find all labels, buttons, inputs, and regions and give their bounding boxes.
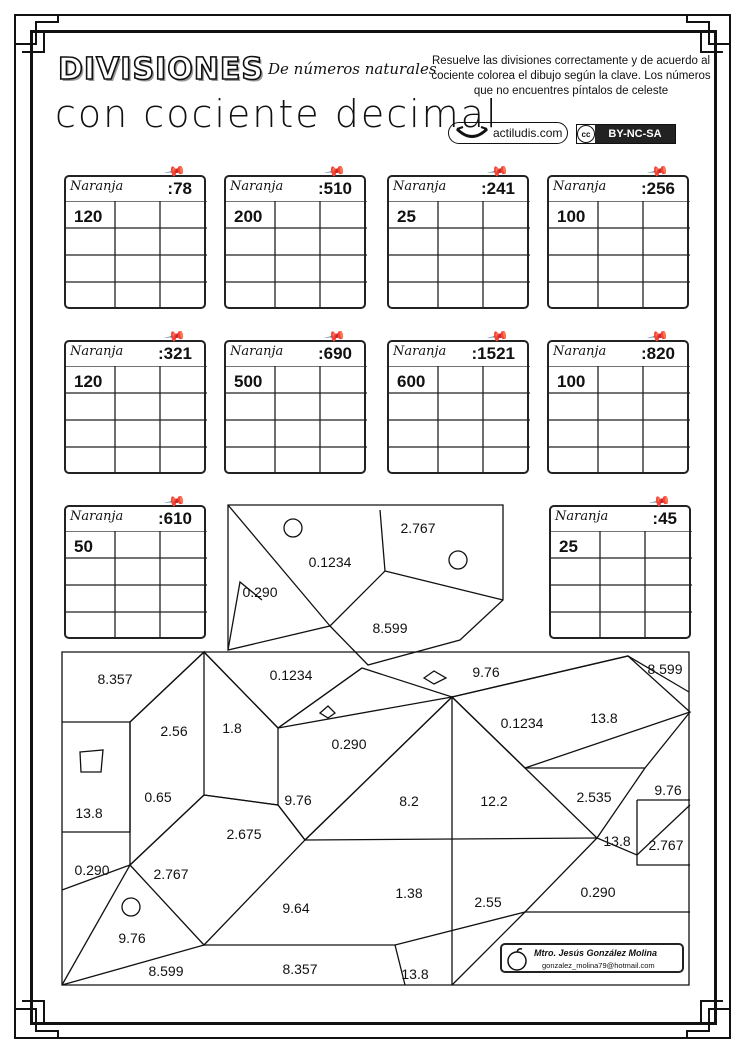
- puzzle-region-label[interactable]: 8.599: [372, 620, 408, 636]
- puzzle-region-label[interactable]: 0.65: [144, 789, 172, 805]
- title-subtitle: De números naturales: [268, 60, 437, 78]
- divisor: :256: [640, 179, 675, 198]
- divisor: :690: [317, 344, 352, 363]
- author-email: gonzalez_molina79@hotmail.com: [542, 961, 655, 970]
- color-label: Naranja: [553, 344, 607, 359]
- divisor: :45: [652, 509, 677, 528]
- puzzle-region-label[interactable]: 0.1234: [500, 715, 544, 731]
- puzzle-region-label[interactable]: 13.8: [75, 805, 103, 821]
- puzzle-region-label[interactable]: 0.290: [331, 736, 367, 752]
- puzzle-region-label[interactable]: 8.599: [647, 661, 683, 677]
- pushpin-icon: 📌: [646, 324, 670, 348]
- puzzle-region-label[interactable]: 0.290: [242, 584, 278, 600]
- puzzle-region-label[interactable]: 9.64: [282, 900, 310, 916]
- color-label: Naranja: [230, 179, 284, 194]
- puzzle-region-label[interactable]: 1.8: [222, 720, 242, 736]
- puzzle-region-label[interactable]: 2.767: [648, 837, 684, 853]
- pushpin-icon: 📌: [646, 159, 670, 183]
- puzzle-region-label[interactable]: 0.1234: [269, 667, 313, 683]
- puzzle-region-label[interactable]: 2.535: [576, 789, 612, 805]
- puzzle-region-label[interactable]: 9.76: [472, 664, 500, 680]
- color-label: Naranja: [70, 509, 124, 524]
- dividend: 500: [234, 372, 263, 391]
- divisor: :820: [640, 344, 675, 363]
- puzzle-outline-bottom: [62, 652, 689, 985]
- dividend: 50: [74, 537, 93, 556]
- puzzle-region-label[interactable]: 9.76: [118, 930, 146, 946]
- color-label: Naranja: [393, 179, 447, 194]
- color-label: Naranja: [553, 179, 607, 194]
- apple-icon: [505, 947, 529, 971]
- title-main: DIVISIONES: [58, 52, 264, 87]
- dividend: 120: [74, 207, 103, 226]
- pushpin-icon: 📌: [323, 324, 347, 348]
- puzzle-region-label[interactable]: 8.2: [399, 793, 419, 809]
- dividend: 200: [234, 207, 263, 226]
- creative-commons-icon: cc: [577, 125, 595, 143]
- title-line-two: con cociente decimal: [55, 92, 499, 136]
- puzzle-region-label[interactable]: 8.357: [282, 961, 318, 977]
- puzzle-region-label[interactable]: 2.55: [474, 894, 502, 910]
- puzzle-region-label[interactable]: 0.1234: [308, 554, 352, 570]
- puzzle-region-label[interactable]: 2.675: [226, 826, 262, 842]
- puzzle-region-label[interactable]: 1.38: [395, 885, 423, 901]
- puzzle-region-label[interactable]: 13.8: [401, 966, 429, 982]
- divisor: :1521: [471, 344, 515, 363]
- color-label: Naranja: [70, 344, 124, 359]
- pushpin-icon: 📌: [323, 159, 347, 183]
- instructions: Resuelve las divisiones correctamente y de acuerdo al cociente colorea el dibujo según la clave. Los números que no encuentres píntalos de celeste: [431, 55, 711, 97]
- puzzle-region-label[interactable]: 0.290: [580, 884, 616, 900]
- author-name: Mtro. Jesús González Molina: [534, 948, 658, 958]
- brand-label: actiludis.com: [493, 126, 563, 140]
- divisor: :241: [480, 179, 515, 198]
- dividend: 25: [397, 207, 416, 226]
- color-label: Naranja: [230, 344, 284, 359]
- color-label: Naranja: [70, 179, 124, 194]
- puzzle-region-label[interactable]: 2.767: [153, 866, 189, 882]
- dividend: 100: [557, 207, 586, 226]
- dividend: 600: [397, 372, 426, 391]
- puzzle-region-label[interactable]: 9.76: [284, 792, 312, 808]
- author-credit: [500, 943, 684, 973]
- puzzle-region-label[interactable]: 12.2: [480, 793, 508, 809]
- puzzle-region-label[interactable]: 2.767: [400, 520, 436, 536]
- dividend: 25: [559, 537, 578, 556]
- puzzle-region-label[interactable]: 13.8: [603, 833, 631, 849]
- puzzle-region-label[interactable]: 2.56: [160, 723, 188, 739]
- puzzle-region-label[interactable]: 9.76: [654, 782, 682, 798]
- divisor: :510: [317, 179, 352, 198]
- divisor: :321: [157, 344, 192, 363]
- color-label: Naranja: [555, 509, 609, 524]
- dividend: 120: [74, 372, 103, 391]
- puzzle-region-label[interactable]: 13.8: [590, 710, 618, 726]
- dividend: 100: [557, 372, 586, 391]
- pushpin-icon: 📌: [163, 489, 187, 513]
- puzzle-region-label[interactable]: 8.357: [97, 671, 133, 687]
- pushpin-icon: 📌: [486, 159, 510, 183]
- pushpin-icon: 📌: [648, 489, 672, 513]
- divisor: :78: [167, 179, 192, 198]
- pushpin-icon: 📌: [163, 159, 187, 183]
- pushpin-icon: 📌: [163, 324, 187, 348]
- pushpin-icon: 📌: [486, 324, 510, 348]
- license-label: BY-NC-SA: [595, 125, 675, 143]
- divisor: :610: [157, 509, 192, 528]
- color-label: Naranja: [393, 344, 447, 359]
- puzzle-region-label[interactable]: 8.599: [148, 963, 184, 979]
- puzzle-region-label[interactable]: 0.290: [74, 862, 110, 878]
